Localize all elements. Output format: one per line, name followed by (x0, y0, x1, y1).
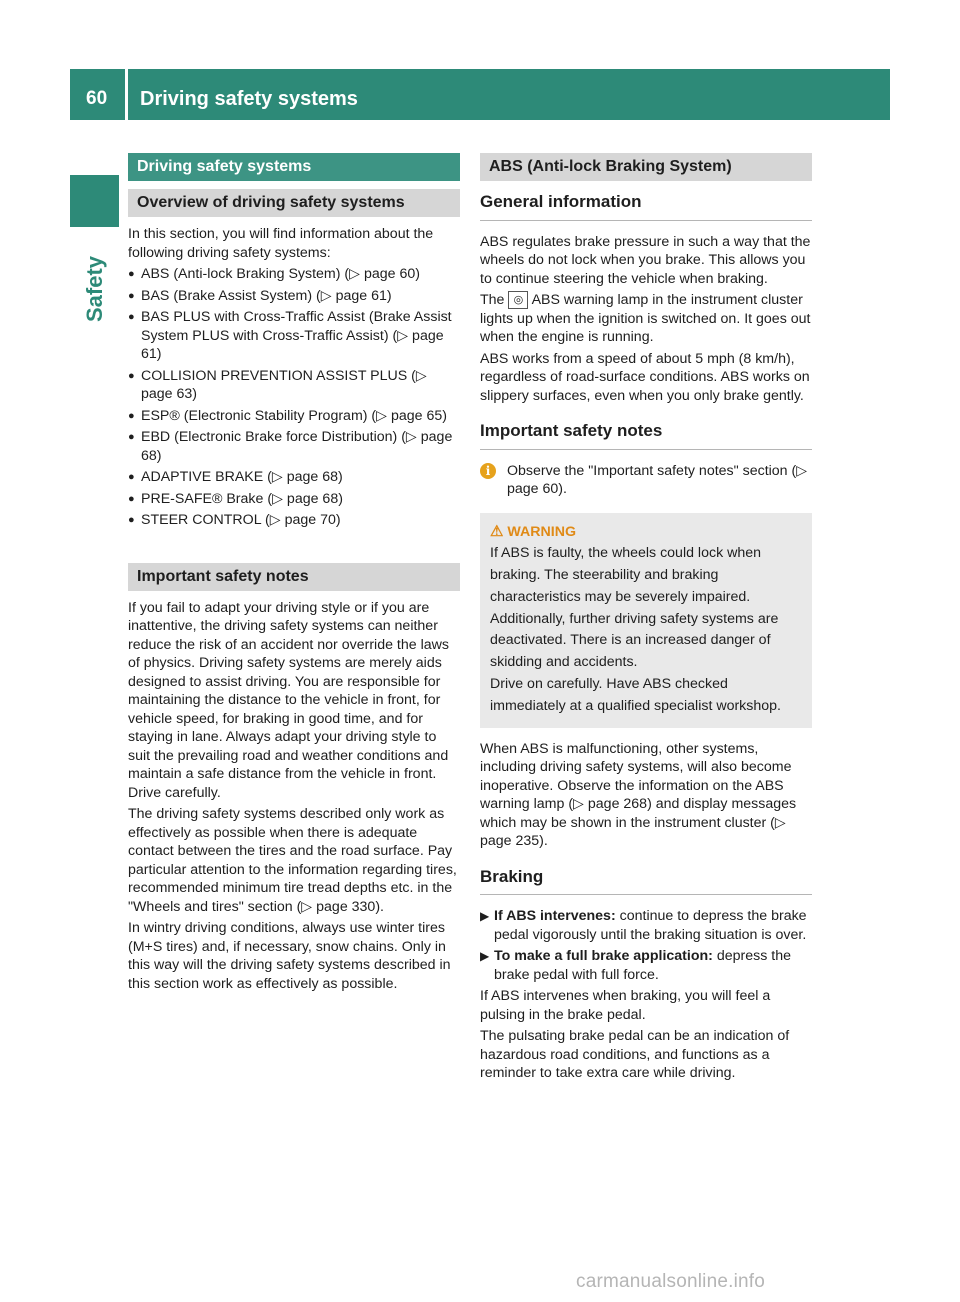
general-info-heading: General information (480, 193, 812, 221)
general-paragraph-3: ABS works from a speed of about 5 mph (8 km/h), regardless of road-surface conditions. ABS works on slippery surfaces, even when you only brake gently. (480, 350, 810, 404)
braking-heading: Braking (480, 868, 812, 896)
right-column (480, 153, 812, 1086)
list-item[interactable]: ● BAS (Brake Assist System) (▷ page 61) (128, 287, 392, 304)
header-divider (125, 69, 128, 120)
list-item[interactable]: ● COLLISION PREVENTION ASSIST PLUS (▷ page 63) (128, 367, 427, 402)
braking-paragraph-2: The pulsating brake pedal can be an indication of hazardous road conditions, and functions as a reminder to take extra care while driving. (480, 1028, 790, 1082)
list-item[interactable]: ● STEER CONTROL (▷ page 70) (128, 512, 341, 528)
header-title: Driving safety systems (140, 88, 358, 110)
overview-heading: Overview of driving safety systems (128, 189, 460, 217)
bullet-icon: ● (128, 431, 135, 443)
list-item[interactable]: ● PRE-SAFE® Brake (▷ page 68) (128, 490, 343, 507)
info-text[interactable]: Observe the "Important safety notes" section (▷ page 60). (507, 462, 808, 497)
bullet-icon: ● (128, 289, 135, 302)
list-item[interactable]: ● ADAPTIVE BRAKE (▷ page 68) (128, 469, 343, 485)
abs-warning-lamp-icon: ◎ (508, 291, 528, 309)
action-step: ▶ If ABS intervenes: continue to depress the brake pedal vigorously until the braking situation is over. (480, 908, 807, 943)
action-arrow-icon: ▶ (480, 949, 490, 964)
malfunction-paragraph: When ABS is malfunctioning, other systems, including driving safety systems, will also become inoperative. Observe the information on the ABS warning lamp (▷ page 268) and display messages which may be shown in the instrument cluster (▷ page 235). (480, 740, 797, 850)
section-tab-block (70, 175, 119, 227)
overview-intro: In this section, you will find information about the following driving safety systems: (128, 226, 434, 261)
warning-triangle-icon: ⚠ (490, 522, 504, 540)
important-notes-heading: Important safety notes (128, 563, 460, 591)
action-arrow-icon: ▶ (480, 909, 490, 924)
warning-text-2: Drive on carefully. Have ABS checked immediately at a qualified specialist workshop. (490, 676, 781, 714)
section-heading-bar: Driving safety systems (128, 153, 460, 181)
warning-text-1: If ABS is faulty, the wheels could lock when braking. The steerability and braking characteristics may be severely impaired. Additionally, further driving safety systems are deactivated. There is an increased danger of skidding and accidents. (490, 545, 779, 671)
bullet-icon: ● (128, 514, 135, 526)
warning-box (480, 513, 812, 728)
important-paragraph-3: In wintry driving conditions, always use winter tires (M+S tires) and, if necessary, snow chains. Only in this way will the driving safety systems described in this section work as effectively as possible. (128, 920, 451, 992)
list-item[interactable]: ● EBD (Electronic Brake force Distribution) (▷ page 68) (128, 429, 453, 464)
action-step: ▶ To make a full brake application: depress the brake pedal with full force. (480, 948, 792, 983)
list-item[interactable]: ● ESP® (Electronic Stability Program) (▷ page 65) (128, 407, 448, 424)
bullet-icon: ● (128, 471, 135, 483)
list-item[interactable]: ● BAS PLUS with Cross-Traffic Assist (Brake Assist System PLUS with Cross-Traffic Assist) (▷ page 61) (128, 309, 452, 362)
important-safety-heading: Important safety notes (480, 422, 812, 450)
important-paragraph-2: The driving safety systems described only work as effectively as possible when there is adequate contact between the tires and the road surface. Pay particular attention to the information regarding tires, recommended minimum tire tread depths etc. in the "Wheels and tires" section (▷ page 330). (128, 806, 457, 915)
abs-heading: ABS (Anti-lock Braking System) (480, 153, 812, 181)
bullet-icon: ● (128, 369, 135, 382)
general-paragraph-1: ABS regulates brake pressure in such a way that the wheels do not lock when you brake. This allows you to continue steering the vehicle when braking. (480, 233, 811, 287)
bullet-icon: ● (128, 268, 135, 280)
important-paragraph-1: If you fail to adapt your driving style or if you are inattentive, the driving safety systems can neither reduce the risk of an accident nor override the laws of physics. Driving safety systems are merely aids designed to assist driving. You are responsible for maintaining the distance to the vehicle in front, for vehicle speed, for braking in good time, and for staying in lane. Always adapt your driving style to suit the prevailing road and weather conditions and maintain a safe distance from the vehicle in front. Drive carefully. (128, 599, 449, 801)
page-number: 60 (86, 88, 108, 109)
left-column (128, 153, 460, 996)
section-tab-label: Safety (82, 255, 107, 322)
braking-paragraph-1: If ABS intervenes when braking, you will feel a pulsing in the brake pedal. (480, 988, 771, 1023)
list-item[interactable]: ● ABS (Anti-lock Braking System) (▷ page 60) (128, 266, 420, 282)
watermark: carmanualsonline.info (576, 1271, 766, 1292)
bullet-icon: ● (128, 409, 135, 422)
systems-list (128, 265, 460, 530)
info-note (480, 462, 812, 499)
info-icon: i (480, 463, 496, 479)
bullet-icon: ● (128, 492, 135, 505)
general-paragraph-2: The ◎ ABS warning lamp in the instrument cluster lights up when the ignition is switched on. It goes out when the engine is running. (480, 292, 811, 345)
bullet-icon: ● (128, 311, 135, 323)
warning-title: ⚠ WARNING (490, 522, 576, 540)
